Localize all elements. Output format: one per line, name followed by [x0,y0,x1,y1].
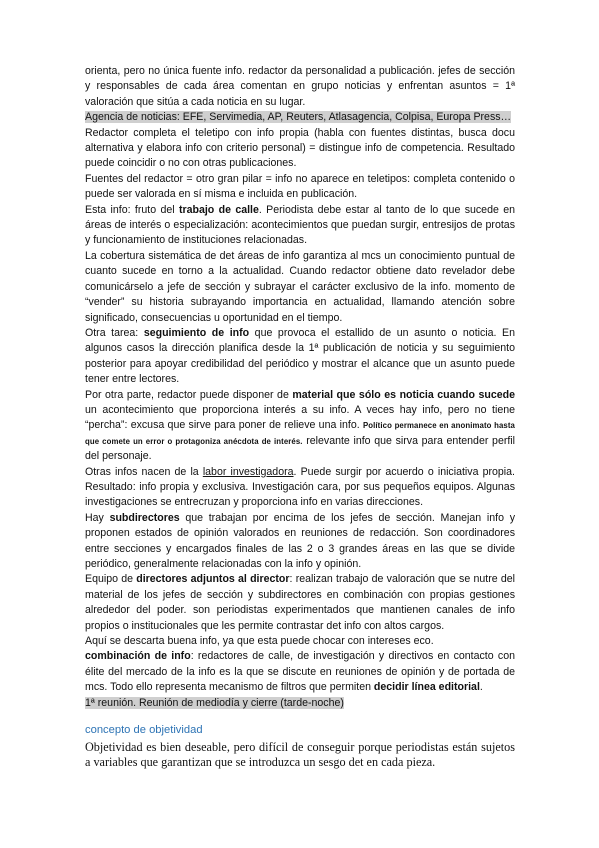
paragraph-13: combinación de info: redactores de calle, de investigación y directivos en contacto con élite del mercado de la info es la que se discute en reuniones de opinión y de portada de mcs. Todo ello representa mecanismo de filtros que permiten decidir línea editorial. [85,650,515,694]
paragraph-5: Esta info: fruto del trabajo de calle. Periodista debe estar al tanto de lo que sucede en áreas de interés o especialización: acontecimientos que puedan surgir, entresijos de protas y funcionamiento de instituciones relacionadas. [85,203,515,247]
paragraph-1: orienta, pero no única fuente info. redactor da personalidad a publicación. jefes de sección y responsables de cada área comentan en grupo noticias y enfrentan asuntos = 1ª valoración que sitúa a cada noticia en su lugar. [85,65,515,108]
agencies-highlight: Agencia de noticias: EFE, Servimedia, AP, Reuters, Atlasagencia, Colpisa, Europa Press… [85,111,512,124]
document-page [85,64,515,770]
paragraph-9: Otras infos nacen de la labor investigadora. Puede surgir por acuerdo o iniciativa propia. Resultado: info propia y exclusiva. Investigación cara, por sus pequeños equipos. Algunas investigaciones se entrecruzan y proporciona info en varias direcciones. [85,465,515,509]
bold-trabajo-de-calle: trabajo de calle [178,203,259,216]
paragraph-3: Redactor completa el teletipo con info propia (habla con fuentes distintas, busca docu alternativa y elabora info con criterio personal) = distingue info de competencia. Resultado puede coincidir o no con otras publicaciones. [85,126,515,170]
paragraph-6: La cobertura sistemática de det áreas de info garantiza al mcs un conocimiento puntual de cuanto sucede en torno a la actualidad. Cuando redactor obtiene dato revelador debe comunicárselo a jefe de sección y subrayar el carácter exclusivo de la info. momento de “vender” su historia subrayando importancia en actualidad, llamando atención sobre significado, consecuencias u oportunidad en el tiempo. [85,249,515,324]
bold-subdirectores: subdirectores [109,511,180,524]
bold-linea-editorial: decidir línea editorial [373,681,480,694]
section-heading: concepto de objetividad [85,724,203,737]
paragraph-12: Aquí se descarta buena info, ya que esta puede chocar con intereses eco. [85,635,434,648]
bold-seguimiento: seguimiento de info [143,326,250,339]
bold-combinacion: combinación de info [85,650,191,663]
paragraph-11: Equipo de directores adjuntos al director: realizan trabajo de valoración que se nutre del material de los jefes de sección y subdirectores en combinación con propias gestiones alrededor del poder. son periodistas experimentados que mantienen canales de info propios o institucionales que les permite contrastar det info con altos cargos. [85,573,515,632]
bold-directores: directores adjuntos al director [136,573,290,586]
paragraph-4: Fuentes del redactor = otro gran pilar = info no aparece en teletipos: completa contenido o puede ser valorada en sí misma e incluida en publicación. [85,172,515,201]
underlined-labor: labor investigadora [202,465,294,478]
bold-material: material que sólo es noticia cuando sucede [292,388,515,401]
reunion-highlight: 1ª reunión. Reunión de mediodía y cierre (tarde-noche) [85,696,344,709]
paragraph-8: Por otra parte, redactor puede disponer de material que sólo es noticia cuando sucede un acontecimiento que proporciona interés a su info. A veces hay info, pero no tiene “percha”: excusa que sirve para poner de relieve una info. Político permanece en anonimato hasta que comete un error o protagoniza anécdota de interés. relevante info que sirva para entender perfil del personaje. [85,388,516,463]
paragraph-7: Otra tarea: seguimiento de info que provoca el estallido de un asunto o noticia. En algunos casos la dirección planifica desde la 1ª publicación de noticia y su seguimiento posterior para apoyar credibilidad del periódico y mostrar el alcance que un asunto puede tener entre lectores. [85,326,515,386]
paragraph-10: Hay subdirectores que trabajan por encima de los jefes de sección. Manejan info y proponen estados de opinión valorados en reuniones de redacción. Son coordinadores entre secciones y encargados finales de las 2 o 3 grandes áreas en las que se divide periódico, generalmente relacionadas con la info y opinión. [85,511,515,570]
small-note: Político permanece en anonimato hasta que comete un error o protagoniza anécdota de interés. [85,421,515,446]
paragraph-objetividad: Objetividad es bien deseable, pero difícil de conseguir porque periodistas están sujetos a variables que garantizan que se introduzca un sesgo det en cada pieza. [85,740,515,770]
